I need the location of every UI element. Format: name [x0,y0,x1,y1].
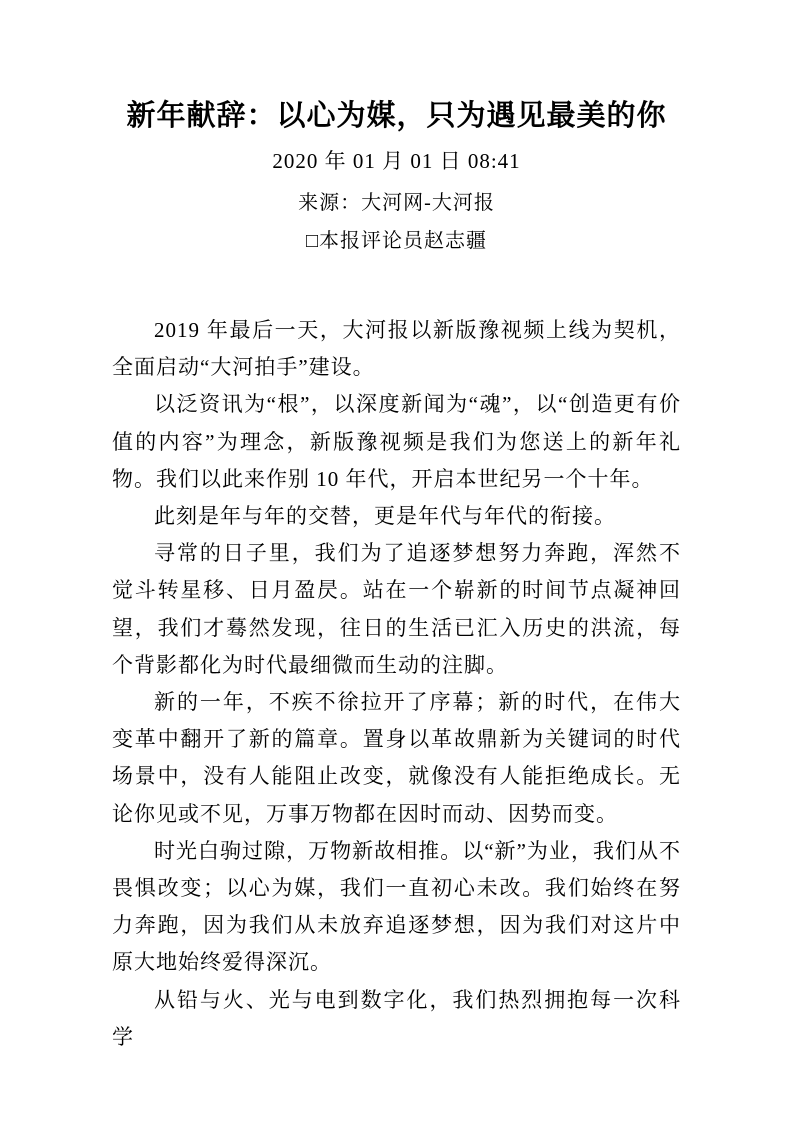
article-author: □本报评论员赵志疆 [305,230,488,252]
article-title: 新年献辞：以心为媒，只为遇见最美的你 [126,100,667,132]
article-paragraph: 2019 年最后一天，大河报以新版豫视频上线为契机，全面启动“大河拍手”建设。 [112,318,681,380]
article-paragraph: 从铅与火、光与电到数字化，我们热烈拥抱每一次科学 [112,987,681,1049]
article-paragraph: 以泛资讯为“根”，以深度新闻为“魂”，以“创造更有价值的内容”为理念，新版豫视频是我们为您送上的新年礼物。我们以此来作别 10 年代，开启本世纪另一个十年。 [112,392,681,491]
article-paragraph: 此刻是年与年的交替，更是年代与年代的衔接。 [154,504,616,529]
article-paragraph: 新的一年，不疾不徐拉开了序幕；新的时代，在伟大变革中翻开了新的篇章。置身以革故鼎新为关键词的时代场景中，没有人能阻止改变，就像没有人能拒绝成长。无论你见或不见，万事万物都在因时而动、因势而变。 [112,690,681,826]
article-date: 2020 年 01 月 01 日 08:41 [272,149,521,173]
article-source: 来源：大河网-大河报 [298,192,495,214]
article-paragraph: 时光白驹过隙，万物新故相推。以“新”为业，我们从不畏惧改变；以心为媒，我们一直初心未改。我们始终在努力奔跑，因为我们从未放弃追逐梦想，因为我们对这片中原大地始终爱得深沉。 [112,838,681,975]
document-content [112,96,681,1056]
article-body [112,312,681,1056]
article-paragraph: 寻常的日子里，我们为了追逐梦想努力奔跑，浑然不觉斗转星移、日月盈昃。站在一个崭新的时间节点凝神回望，我们才蓦然发现，往日的生活已汇入历史的洪流，每个背影都化为时代最细微而生动的注脚。 [112,541,681,677]
